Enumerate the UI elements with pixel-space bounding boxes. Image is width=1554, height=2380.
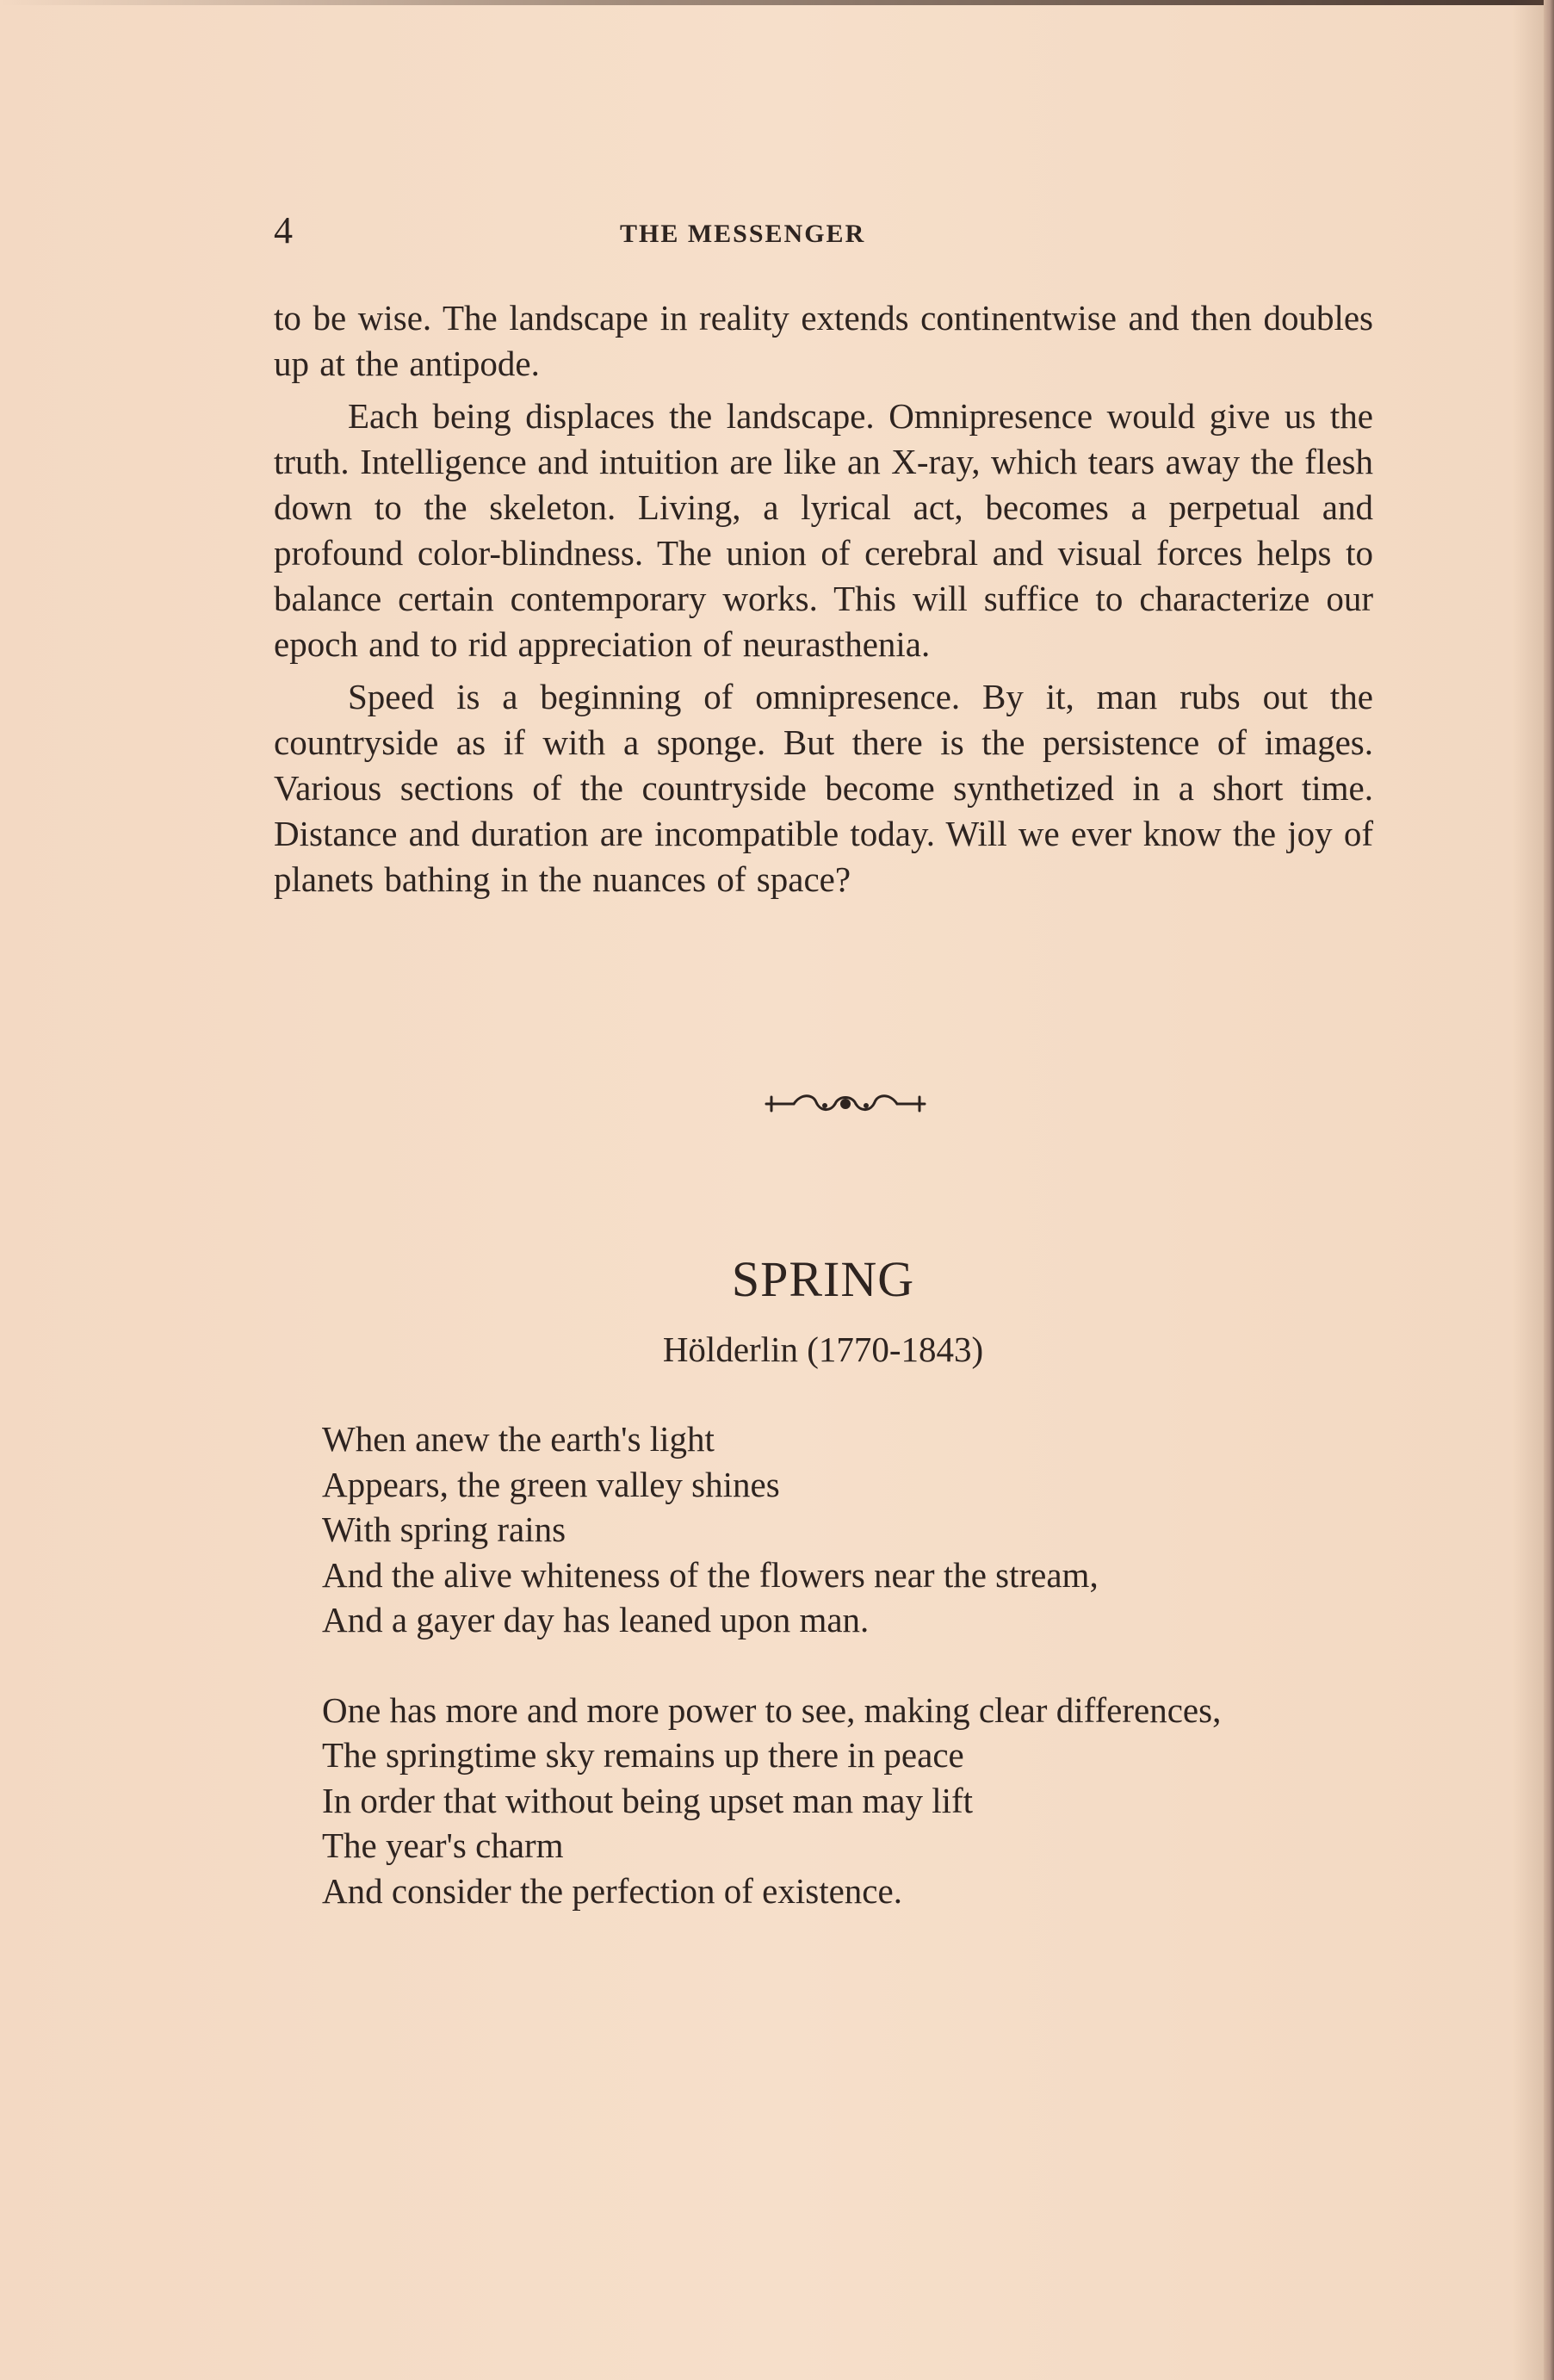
page-edge bbox=[1544, 0, 1554, 2380]
prose-paragraph: Each being displaces the landscape. Omnipresence would give us the truth. Intelligence and intuition are like an X-ray, which tears away the flesh down to the skeleton. Living, a lyrical act, becomes a perpetual and profound color-blindness. The union of cerebral and visual forces helps to balance certain contemporary works. This will suffice to characterize our epoch and to rid appreciation of neurasthenia. bbox=[274, 396, 1373, 664]
prose-body bbox=[274, 295, 1373, 909]
poem-stanza bbox=[322, 1688, 1398, 1914]
page-number: 4 bbox=[274, 209, 293, 251]
poem-body bbox=[322, 1416, 1398, 1958]
poem-line: And a gayer day has leaned upon man. bbox=[322, 1600, 870, 1639]
poem-line: With spring rains bbox=[322, 1509, 566, 1549]
poem-author: Hölderlin (1770-1843) bbox=[662, 1329, 984, 1369]
poem-line: In order that without being upset man may lift bbox=[322, 1780, 974, 1820]
poem-line: When anew the earth's light bbox=[322, 1419, 715, 1459]
prose-paragraph: to be wise. The landscape in reality extends continentwise and then doubles up at the antipode. bbox=[274, 298, 1373, 383]
binding-shadow bbox=[1513, 0, 1544, 2380]
poem-title: SPRING bbox=[731, 1251, 915, 1307]
prose-paragraph: Speed is a beginning of omnipresence. By it, man rubs out the countryside as if with a sponge. But there is the persistence of images. Various sections of the countryside become synthetized in a short time. Distance and duration are incompatible today. Will we ever know the joy of planets bathing in the nuances of space? bbox=[274, 677, 1373, 899]
poem-line: Appears, the green valley shines bbox=[322, 1464, 780, 1504]
poem-line: The springtime sky remains up there in peace bbox=[322, 1735, 964, 1775]
poem-line: The year's charm bbox=[322, 1825, 564, 1865]
top-edge-shadow bbox=[0, 0, 1554, 5]
running-title: THE MESSENGER bbox=[620, 220, 866, 248]
decorative-ornament-icon bbox=[759, 1087, 932, 1121]
poem-stanza bbox=[322, 1416, 1398, 1643]
poem-line: And the alive whiteness of the flowers near the stream, bbox=[322, 1554, 1099, 1595]
poem-line: One has more and more power to see, making clear differences, bbox=[322, 1689, 1222, 1730]
poem-line: And consider the perfection of existence. bbox=[322, 1870, 902, 1911]
